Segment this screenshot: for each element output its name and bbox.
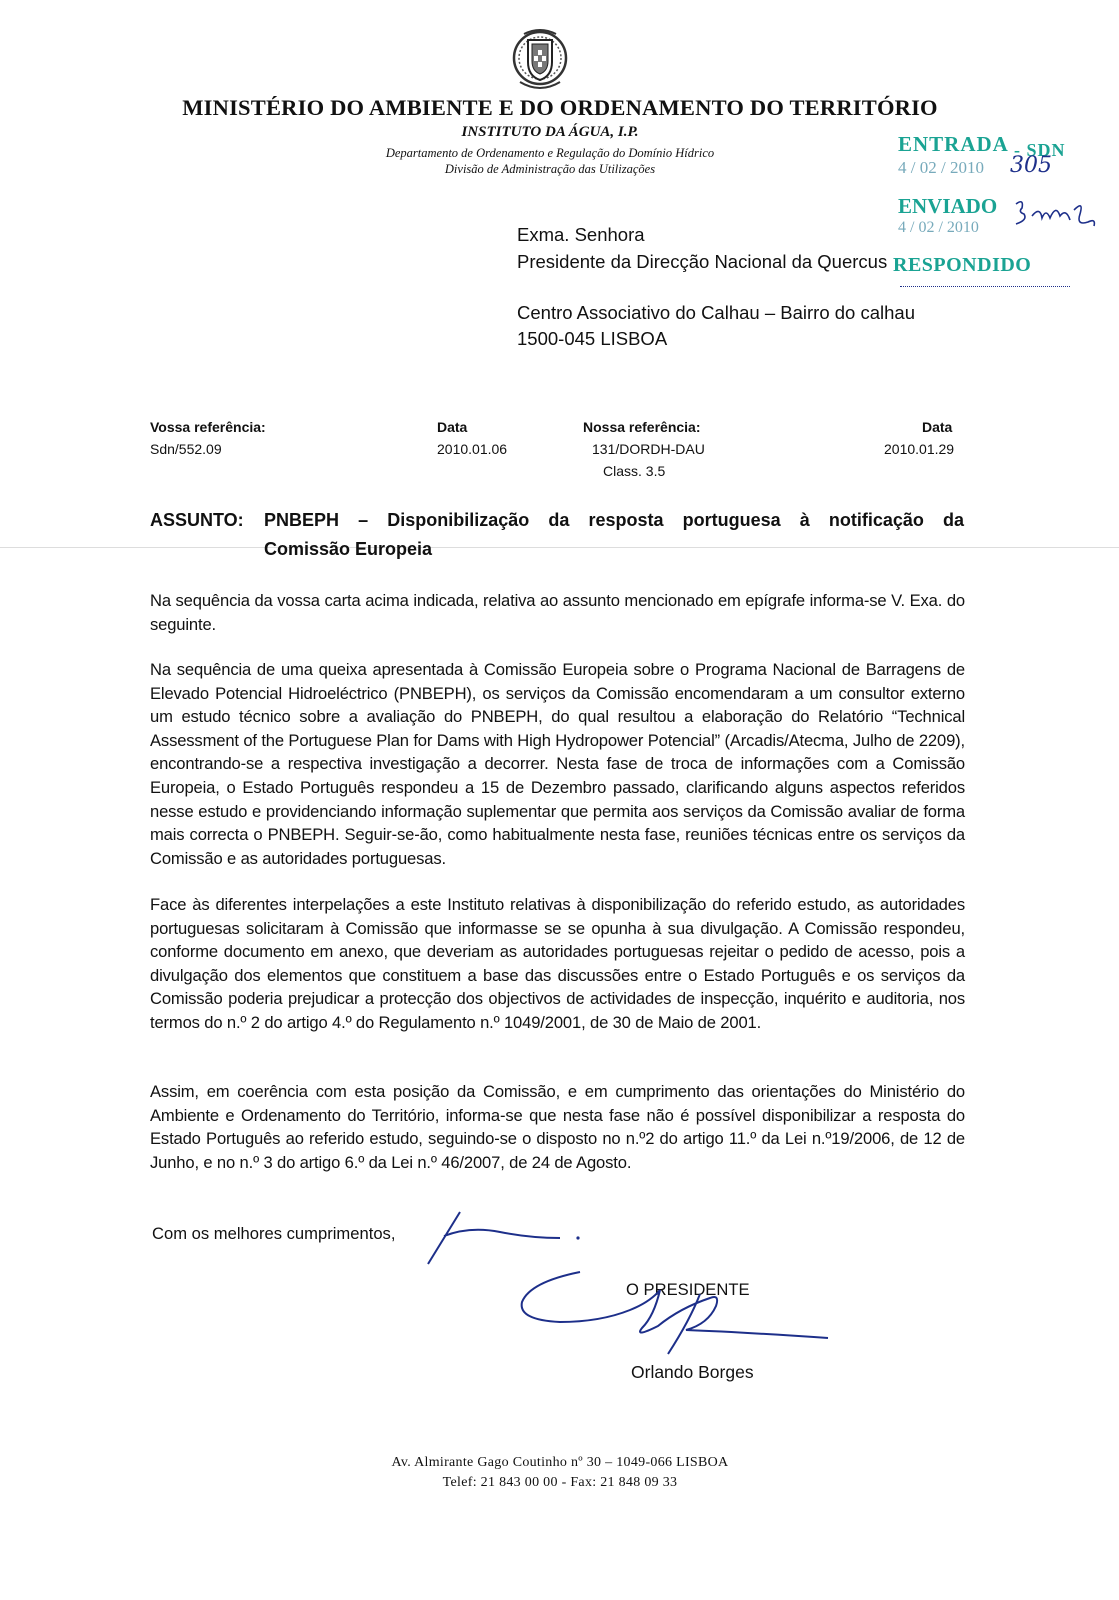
recipient-address-line2: 1500-045 LISBOA: [517, 328, 668, 349]
subject-line2: Comissão Europeia: [264, 539, 433, 559]
coat-of-arms-icon: [510, 26, 570, 96]
body-paragraph-4: Assim, em coerência com esta posição da Comissão, e em cumprimento das orientações do Ministério do Ambiente e Ordenamento do Território, informa-se que nesta fase não é possível disponibilizar a resposta do Estado Português ao referido estudo, seguindo-se o disposto no n.º2 do artigo 11.º da Lei n.º19/2006, de 12 de Junho, e no n.º 3 do artigo 6.º da Lei n.º 46/2007, de 24 de Agosto.: [150, 1082, 965, 1172]
stamp-entrada-number: 305: [1010, 153, 1052, 178]
signer-role: O PRESIDENTE: [626, 1280, 750, 1299]
body-paragraph-3: Face às diferentes interpelações a este Instituto relativas à disponibilização do referido estudo, as autoridades portuguesas solicitaram à Comissão que informasse se se opunha à sua divulgação. A Comissão respondeu, conforme documento em anexo, que deveriam as autoridades portuguesas rejeitar o pedido de acesso, pois a divulgação dos elementos que constituem a base das discussões entre o Estado Português e os serviços da Comissão poderia prejudicar a protecção dos objectivos de actividades de inspecção, inquérito e auditoria, nos termos do n.º 2 do artigo 4.º do Regulamento n.º 1049/2001, de 30 de Maio de 2001.: [150, 895, 965, 1032]
division-name: Divisão de Administração das Utilizações: [444, 162, 656, 176]
data1-value: 2010.01.06: [437, 441, 508, 457]
data1-label: Data: [437, 419, 468, 435]
stamp-entrada-date: 4 / 02 / 2010: [898, 158, 984, 177]
nossa-referencia-class: Class. 3.5: [603, 463, 666, 479]
stamp-initials-icon: [1010, 196, 1100, 238]
stamp-respondido-line: [900, 286, 1070, 287]
stamp-respondido: RESPONDIDO: [893, 254, 1032, 276]
stamp-enviado: ENVIADO: [898, 194, 998, 218]
data2-value: 2010.01.29: [884, 441, 955, 457]
ministry-title: MINISTÉRIO DO AMBIENTE E DO ORDENAMENTO DO TERRITÓRIO: [182, 95, 938, 120]
nossa-referencia-value: 131/DORDH-DAU: [592, 441, 705, 457]
stamp-entrada: ENTRADA: [898, 132, 1009, 156]
stamp-sdn: - SDN: [1014, 140, 1066, 160]
subject-line1: PNBEPH – Disponibilização da resposta portuguesa à notificação da: [264, 510, 964, 530]
data2-label: Data: [922, 419, 953, 435]
footer-address: Av. Almirante Gago Coutinho nº 30 – 1049-066 LISBOA: [391, 1455, 729, 1470]
signer-name: Orlando Borges: [631, 1362, 754, 1382]
subject-label: ASSUNTO:: [150, 510, 244, 530]
recipient-address-line1: Centro Associativo do Calhau – Bairro do calhau: [517, 302, 915, 323]
recipient-title: Presidente da Direcção Nacional da Quercus: [517, 251, 888, 272]
scan-artifact-line: [0, 547, 1119, 548]
department-name: Departamento de Ordenamento e Regulação do Domínio Hídrico: [385, 146, 715, 160]
vossa-referencia-label: Vossa referência:: [150, 419, 266, 435]
footer-phone: Telef: 21 843 00 00 - Fax: 21 848 09 33: [442, 1475, 678, 1490]
recipient-salutation: Exma. Senhora: [517, 224, 645, 245]
stamp-enviado-date: 4 / 02 / 2010: [898, 219, 979, 236]
vossa-referencia-value: Sdn/552.09: [150, 441, 222, 457]
body-paragraph-1: Na sequência da vossa carta acima indicada, relativa ao assunto mencionado em epígrafe informa-se V. Exa. do seguinte.: [150, 591, 965, 634]
institute-name: INSTITUTO DA ÁGUA, I.P.: [461, 124, 639, 140]
body-paragraph-2: Na sequência de uma queixa apresentada à Comissão Europeia sobre o Programa Nacional de Barragens de Elevado Potencial Hidroeléctrico (PNBEPH), os serviços da Comissão encomendaram a um consultor externo um estudo técnico sobre a avaliação do PNBEPH, do qual resultou a elaboração do Relatório “Technical Assessment of the Portuguese Plan for Dams with High Hydropower Potencial” (Arcadis/Atecma, Julho de 2209), encontrando-se a respectiva investigação a decorrer. Nesta fase de troca de informações com a Comissão Europeia, o Estado Português respondeu a 15 de Dezembro passado, clarificando alguns aspectos referidos nesse estudo e providenciando informação suplementar que permita aos serviços da Comissão avaliar de forma mais correcta o PNBEPH. Seguir-se-ão, como habitualmente nesta fase, reuniões técnicas entre os serviços da Comissão e as autoridades portuguesas.: [150, 660, 965, 868]
nossa-referencia-label: Nossa referência:: [583, 419, 701, 435]
signature-icon: [410, 1198, 840, 1368]
closing-greeting: Com os melhores cumprimentos,: [152, 1224, 396, 1243]
